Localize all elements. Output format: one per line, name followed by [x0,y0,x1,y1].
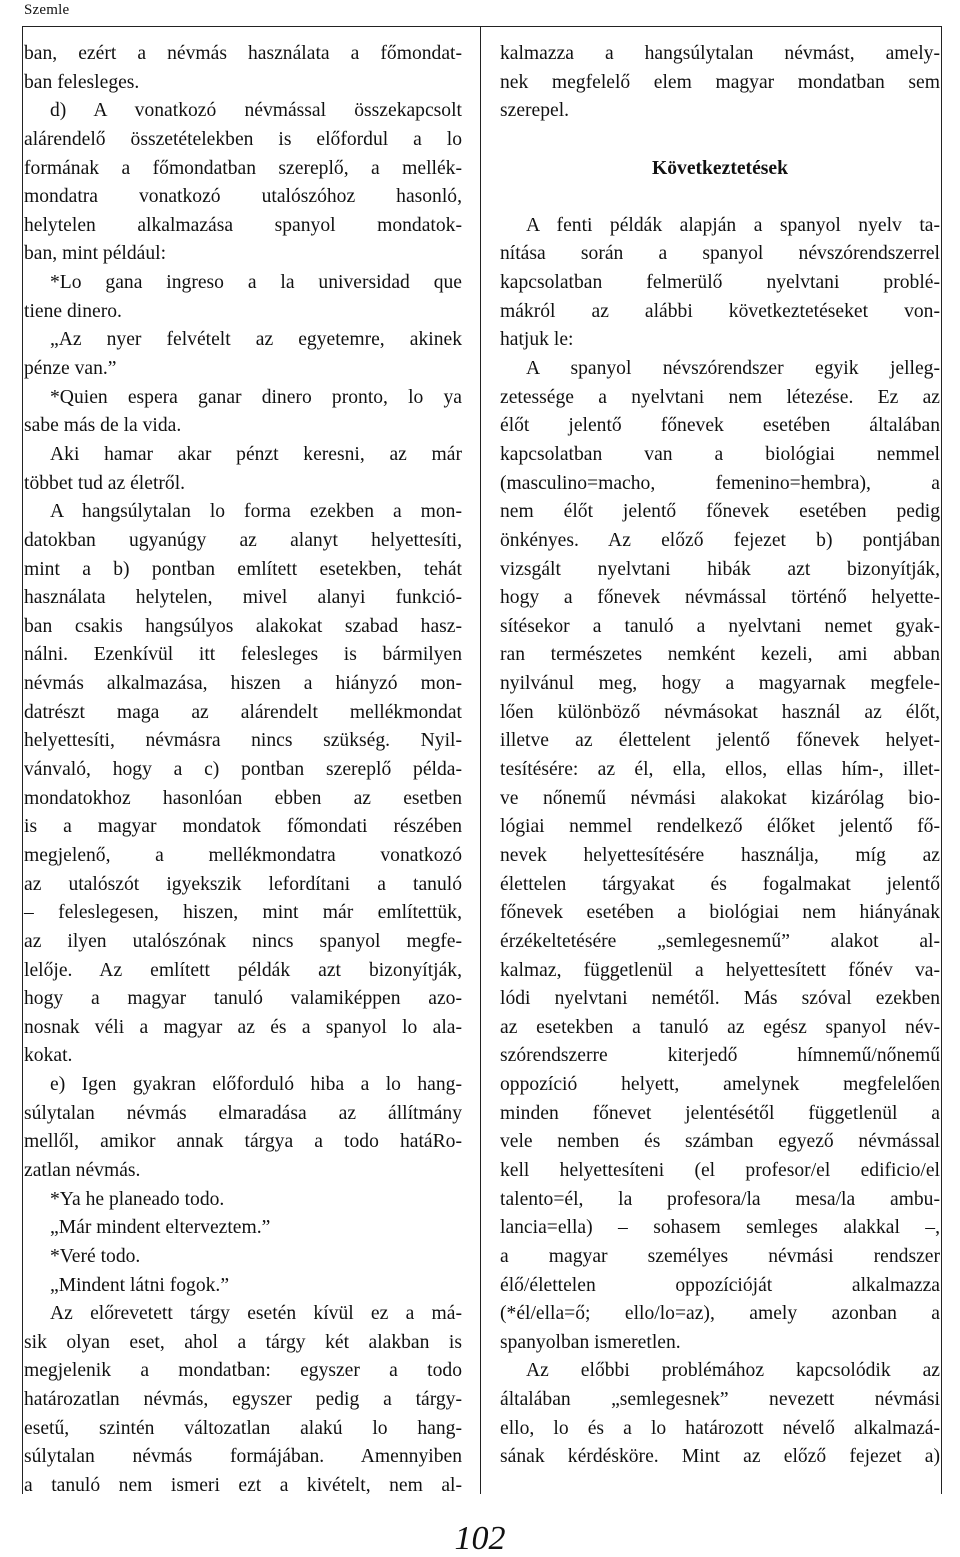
text-line: nem élőt jelentő főnevek esetében pedig [500,501,940,523]
text-line: lógiai nemmel rendelkező élőket jelentő fő- [500,816,940,838]
left-frame-rule [22,26,23,1494]
text-line [500,126,940,155]
text-line: pénze van.” [24,358,117,380]
right-text-column [500,40,940,1472]
text-line: megjelenő, a mellékmondatra vonatkozó [24,844,462,866]
text-line: önkényes. Az előző fejezet b) pontjában [500,529,940,551]
text-line: (*él/ella=ő; ello/lo=az), amely azonban a [500,1303,940,1325]
text-line: helyettesíti, névmásra nincs szükség. Nyil- [24,730,462,752]
text-line: nek megfelelő elem magyar mondatban sem [500,71,940,93]
text-line: szórendszerre kiterjedő hímnemű/nőnemű [500,1045,940,1067]
text-line: névmás alkalmazása, hiszen a hiányzó mon- [24,673,462,695]
text-line: (masculino=macho, femenino=hembra), a [500,472,940,494]
text-line: hatjuk le: [500,329,574,351]
text-line: kell helyettesíteni (el profesor/el edificio/el [500,1159,940,1181]
text-line: nyilvánul meg, hogy a magyarnak megfele- [500,673,940,695]
text-line: *Lo gana ingreso a la universidad que [50,272,462,294]
running-header [22,0,942,27]
text-line: Az előrevetett tárgy esetén kívül ez a má- [50,1303,462,1325]
text-line: A hangsúlytalan lo forma ezekben a mon- [50,501,462,523]
text-line: lelője. Az említett példák azt bizonyítják, [24,959,462,981]
text-line: e) Igen gyakran előforduló hiba a lo hang- [50,1074,462,1096]
text-line: ban, ezért a névmás használata a főmondat- [24,43,462,64]
text-line: mellől, amikor annak tárgya a todo hatáRo- [24,1131,462,1153]
text-line: ran természetes nemként kezeli, ami abban [500,644,940,666]
text-line: mákról az alábbi következtetéseket von- [500,300,940,322]
text-line: zetessége a nyelvtani nem létezése. Ez az [500,386,940,408]
text-line: *Ya he planeado todo. [50,1188,225,1210]
text-line: többet tud az életről. [24,472,186,494]
left-text-column [24,40,462,1501]
text-line: ello, lo és a lo határozott névelő alkalmazá- [500,1417,940,1439]
text-line: főnevek esetében a biológiai nem hiányának [500,902,940,924]
text-line: mondatra vonatkozó utalószóhoz hasonló, [24,186,462,208]
text-line: „Mindent látni fogok.” [50,1274,230,1296]
text-line: Az előbbi problémához kapcsolódik az [526,1360,940,1382]
text-line: lódi nyelvtani nemétől. Más szóval ezekben [500,988,940,1010]
right-frame-rule [941,26,942,1494]
text-line [500,183,940,212]
text-line: nálni. Ezenkívül itt felesleges is bármilyen [24,644,462,666]
text-line: kokat. [24,1045,73,1067]
text-line: minden főnevet jelentésétől függetlenül a [500,1102,940,1124]
text-line: ban felesleges. [24,71,140,93]
text-line: nosnak véli a magyar az és a spanyol lo ala- [24,1016,462,1038]
text-line: kalmazza a hangsúlytalan névmást, amely- [500,43,940,64]
text-line: vele nemben és számban egyező névmással [500,1131,940,1153]
text-line: zatlan névmás. [24,1159,141,1181]
text-line: az esetekben a tanuló az egész spanyol név- [500,1016,940,1038]
text-line: alárendelő összetételekben is előfordul a lo [24,128,462,150]
text-line: datokban ugyanúgy az alanyt helyettesíti, [24,529,462,551]
journal-section-title: Szemle [24,2,70,18]
text-line: hogy a főnevek névmással történő helyette- [500,587,940,609]
text-line: lancia=ella) – sohasem semleges alakkal –, [500,1217,940,1239]
text-line: érzékeltetésére „semlegesnemű” alakot al- [500,930,940,952]
text-line: datrészt maga az alárendelt mellékmondat [24,701,462,723]
page-number: 102 [454,1520,506,1557]
text-line: d) A vonatkozó névmással összekapcsolt [50,100,462,122]
text-line: tesítésére: az él, ella, ellos, ellas hím-, illet- [500,759,940,781]
text-line: nevek helyettesítésére használja, míg az [500,844,940,866]
text-line: vánvaló, hogy a c) pontban szereplő példa- [24,759,462,781]
text-line: élő/élettelen oppozícióját alkalmazza [500,1274,940,1296]
text-line: tiene dinero. [24,300,122,322]
text-line: megjelenik a mondatban: egyszer a todo [24,1360,462,1382]
text-line: spanyolban ismeretlen. [500,1331,681,1353]
text-line: ban csakis hangsúlyos alakokat szabad hasz- [24,615,462,637]
section-heading: Következtetések [651,157,788,179]
text-line: illetve az élettelent jelentő főnevek helyet- [500,730,940,752]
text-line: kalmaz, függetlenül a helyettesített főnév va- [500,959,940,981]
text-line: sik olyan eset, ahol a tárgy két alakban is [24,1331,462,1353]
text-line: talento=él, la profesora/la mesa/la ambu- [500,1188,940,1210]
text-line: az ilyen utalószónak nincs spanyol megfe- [24,930,462,952]
text-line: sának kérdésköre. Mint az előző fejezet a) [500,1446,940,1468]
text-line: mint a b) pontban említett esetekben, tehát [24,558,462,580]
text-line: sítésekor a tanuló a nyelvtani nemet gyak- [500,615,940,637]
text-line: ve nőnemű névmási alakokat kizárólag bio- [500,787,940,809]
text-line: esetű, szintén változatlan alakú lo hang- [24,1417,462,1439]
text-line: A spanyol névszórendszer egyik jelleg- [526,358,940,380]
text-line: Aki hamar akar pénzt keresni, az már [50,443,462,465]
text-line: nítása során a spanyol névszórendszerrel [500,243,940,265]
text-line: használata helytelen, mivel alanyi funkció- [24,587,462,609]
text-line: „Az nyer felvételt az egyetemre, akinek [50,329,462,351]
text-line: „Már mindent elterveztem.” [50,1217,271,1239]
text-line: – feleslegesen, hiszen, mint már említettük, [24,902,462,924]
text-line: kapcsolatban felmerülő nyelvtani problé- [500,272,940,294]
text-line: hogy a magyar tanuló valamiképpen azo- [24,988,462,1010]
text-line: formának a főmondatban szereplő, a mellék- [24,157,462,179]
text-line: az utalószót igyekszik lefordítani a tanuló [24,873,462,895]
text-line: A fenti példák alapján a spanyol nyelv ta- [526,214,940,236]
text-line: kapcsolatban van a biológiai nemmel [500,443,940,465]
text-line: mondatokhoz hasonlóan ebben az esetben [24,787,462,809]
text-line: a magyar személyes névmási rendszer [500,1245,940,1267]
text-line: helytelen alkalmazása spanyol mondatok- [24,214,462,236]
text-line: ban, mint például: [24,243,167,265]
column-divider [480,26,481,1494]
text-line: a tanuló nem ismeri ezt a kivételt, nem al- [24,1475,462,1497]
text-line: oppozíció helyett, amelynek megfelelően [500,1074,940,1096]
text-line: általában „semlegesnek” nevezett névmási [500,1389,940,1411]
text-line: súlytalan névmás elmaradása az állítmány [24,1102,462,1124]
text-line: határozatlan névmás, egyszer pedig a tárgy- [24,1389,462,1411]
text-line: szerepel. [500,100,570,122]
text-line: súlytalan névmás formájában. Amennyiben [24,1446,462,1468]
text-line: *Quien espera ganar dinero pronto, lo ya [50,386,462,408]
text-line: *Veré todo. [50,1245,141,1267]
text-line: élőt jelentő főnevek esetében általában [500,415,940,437]
text-line: lően különböző névmásokat használ az élőt, [500,701,940,723]
text-line: vizsgált nyelvtani hibák azt bizonyítják, [500,558,940,580]
text-line: is a magyar mondatok főmondati részében [24,816,462,838]
text-line: élettelen tárgyakat és fogalmakat jelentő [500,873,940,895]
text-line: sabe más de la vida. [24,415,182,437]
